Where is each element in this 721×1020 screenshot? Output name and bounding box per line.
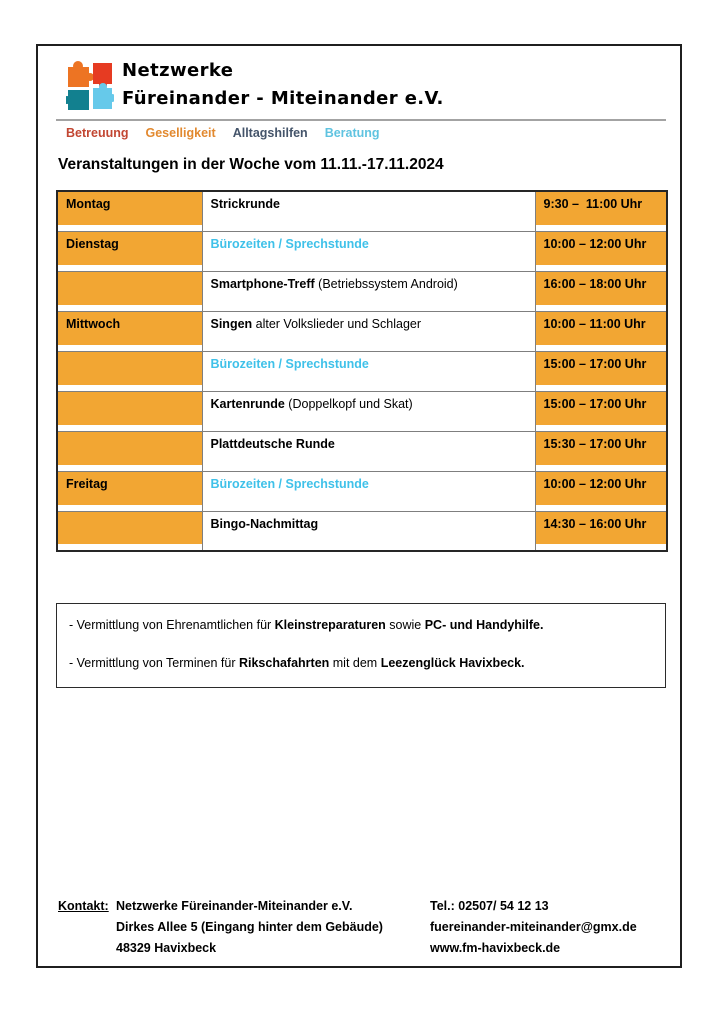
org-title-line1: Netzwerke: [122, 60, 234, 81]
text-segment: - Vermittlung von Ehrenamtlichen für: [69, 618, 275, 632]
contact-phone-email-web: [430, 896, 666, 959]
nav-item-betreuung: Betreuung: [66, 126, 129, 140]
text-segment: Rikschafahrten: [238, 656, 330, 670]
page-title: Veranstaltungen in der Woche vom 11.11.-17.11.2024: [58, 156, 444, 173]
time-cell: 15:00 – 17:00 Uhr: [535, 351, 667, 391]
nav-item-alltagshilfen: Alltagshilfen: [232, 126, 308, 140]
text-segment: Strickrunde: [210, 197, 280, 211]
contact-comm-line: Tel.: 02507/ 54 12 13: [430, 899, 549, 913]
text-segment: (Doppelkopf und Skat): [284, 396, 413, 411]
time-cell: 14:30 – 16:00 Uhr: [535, 511, 667, 551]
nav-item-geselligkeit: Geselligkeit: [145, 126, 216, 140]
event-cell: [202, 431, 535, 471]
time-cell: 9:30 – 11:00 Uhr: [535, 191, 667, 231]
text-segment: Bürozeiten / Sprechstunde: [210, 236, 369, 251]
table-row: [57, 351, 667, 391]
text-segment: Bürozeiten / Sprechstunde: [210, 476, 369, 491]
time-cell: 15:00 – 17:00 Uhr: [535, 391, 667, 431]
time-cell: 10:00 – 11:00 Uhr: [535, 311, 667, 351]
schedule-table-body: [57, 191, 667, 551]
text-segment: Smartphone-Treff: [210, 276, 315, 291]
contact-address: [116, 896, 430, 959]
info-line: [69, 655, 653, 671]
day-cell: [57, 271, 202, 311]
table-row: [57, 231, 667, 271]
event-cell: [202, 231, 535, 271]
contact-comm-line: www.fm-havixbeck.de: [430, 941, 561, 955]
text-segment: Kleinstreparaturen: [274, 618, 386, 632]
puzzle-logo-icon: [66, 60, 114, 114]
puzzle-piece-bottom-left: [66, 90, 89, 110]
day-cell: Dienstag: [57, 231, 202, 271]
services-info-box: [56, 603, 666, 688]
day-cell: [57, 511, 202, 551]
page-frame: [36, 44, 682, 968]
time-cell: 15:30 – 17:00 Uhr: [535, 431, 667, 471]
text-segment: alter Volkslieder und Schlager: [252, 316, 422, 331]
time-cell: 16:00 – 18:00 Uhr: [535, 271, 667, 311]
text-segment: Bingo-Nachmittag: [210, 516, 319, 531]
table-row: [57, 471, 667, 511]
table-row: [57, 511, 667, 551]
event-cell: [202, 311, 535, 351]
table-row: [57, 311, 667, 351]
event-cell: [202, 391, 535, 431]
table-row: [57, 271, 667, 311]
text-segment: Leezenglück Havixbeck.: [380, 656, 525, 670]
text-segment: Bürozeiten / Sprechstunde: [210, 356, 369, 371]
day-cell: [57, 431, 202, 471]
org-title-line2: Füreinander - Miteinander e.V.: [122, 88, 444, 109]
table-row: [57, 191, 667, 231]
header-divider: [56, 119, 666, 121]
table-row: [57, 391, 667, 431]
event-cell: [202, 471, 535, 511]
text-segment: - Vermittlung von Terminen für: [69, 656, 239, 670]
time-cell: 10:00 – 12:00 Uhr: [535, 471, 667, 511]
contact-address-line: Dirkes Allee 5 (Eingang hinter dem Gebäude): [116, 920, 383, 934]
day-cell: Mittwoch: [57, 311, 202, 351]
contact-comm-line: fuereinander-miteinander@gmx.de: [430, 920, 637, 934]
puzzle-piece-top-left: [68, 61, 94, 87]
day-cell: [57, 351, 202, 391]
contact-address-line: Netzwerke Füreinander-Miteinander e.V.: [116, 899, 353, 913]
schedule-table: [56, 190, 668, 552]
text-segment: Plattdeutsche Runde: [210, 436, 335, 451]
contact-block: [58, 896, 666, 959]
text-segment: Singen: [210, 316, 253, 331]
event-cell: [202, 271, 535, 311]
day-cell: Montag: [57, 191, 202, 231]
contact-label: Kontakt:: [58, 899, 109, 913]
puzzle-piece-bottom-right: [93, 83, 114, 109]
text-segment: (Betriebssystem Android): [314, 276, 458, 291]
text-segment: Kartenrunde: [210, 396, 285, 411]
nav-item-beratung: Beratung: [324, 126, 380, 140]
text-segment: mit dem: [329, 656, 381, 670]
table-row: [57, 431, 667, 471]
info-line: [69, 617, 653, 633]
text-segment: PC- und Handyhilfe.: [424, 618, 544, 632]
event-cell: [202, 351, 535, 391]
contact-address-line: 48329 Havixbeck: [116, 941, 217, 955]
category-nav: [66, 126, 380, 140]
text-segment: sowie: [385, 618, 425, 632]
time-cell: 10:00 – 12:00 Uhr: [535, 231, 667, 271]
day-cell: Freitag: [57, 471, 202, 511]
event-cell: [202, 511, 535, 551]
event-cell: [202, 191, 535, 231]
day-cell: [57, 391, 202, 431]
